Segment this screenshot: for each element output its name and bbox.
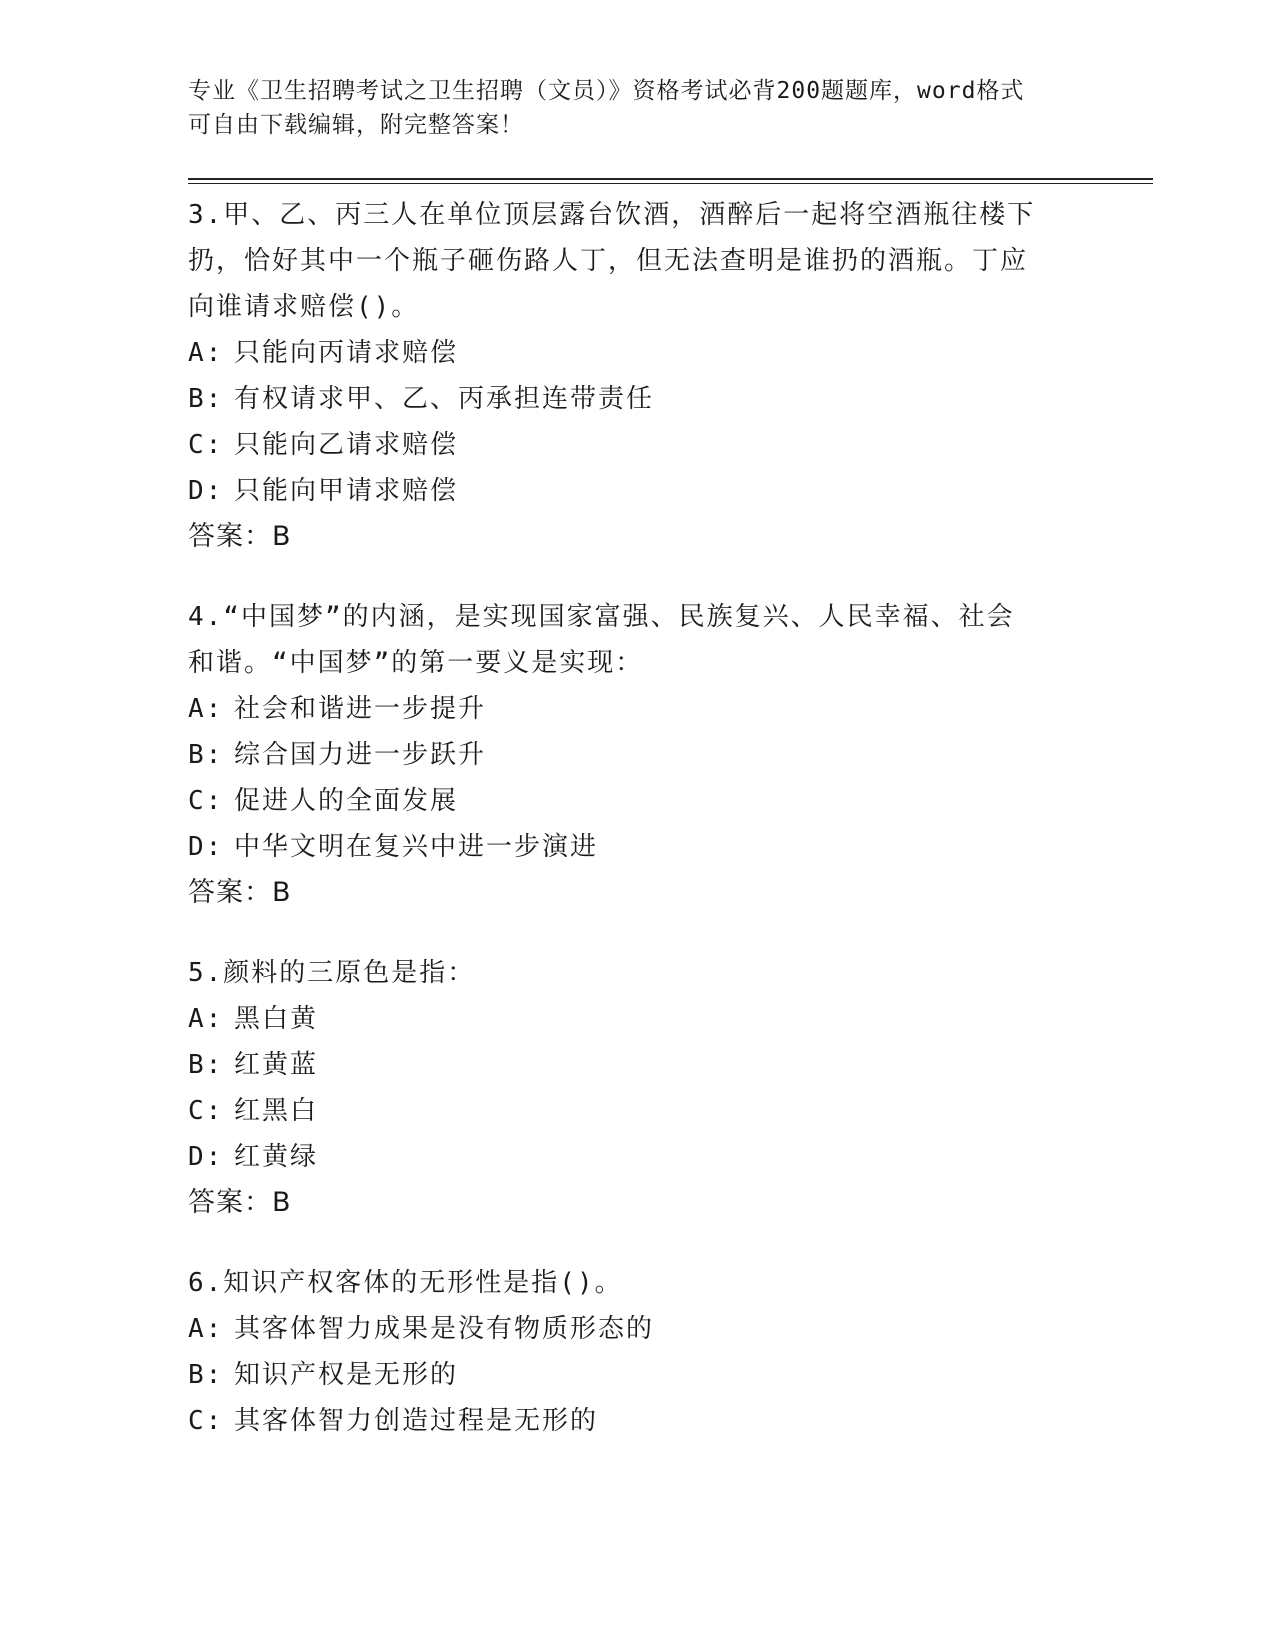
answer-option — [188, 1306, 1088, 1352]
header-line-1: 专业《卫生招聘考试之卫生招聘（文员）》资格考试必背200题题库，word格式 — [188, 78, 1025, 104]
answer-option — [188, 732, 1088, 778]
answer-option — [188, 376, 1088, 422]
option-letter: B: — [188, 1050, 224, 1080]
question-stem-line: 3.甲、乙、丙三人在单位顶层露台饮酒，酒醉后一起将空酒瓶往楼下 — [188, 200, 1036, 230]
option-text: 其客体智力创造过程是无形的 — [234, 1406, 599, 1436]
option-letter: A: — [188, 1004, 224, 1034]
option-text: 综合国力进一步跃升 — [234, 740, 487, 770]
question-stem-line: 扔，恰好其中一个瓶子砸伤路人丁，但无法查明是谁扔的酒瓶。丁应 — [188, 246, 1029, 276]
answer-option — [188, 468, 1088, 514]
option-letter: A: — [188, 338, 224, 368]
option-text: 知识产权是无形的 — [234, 1360, 459, 1390]
option-letter: D: — [188, 1142, 224, 1172]
option-text: 黑白黄 — [234, 1004, 319, 1034]
answer-option — [188, 1134, 1088, 1180]
option-letter: C: — [188, 1096, 224, 1126]
answer-option — [188, 1088, 1088, 1134]
question-stem-line: 5.颜料的三原色是指： — [188, 958, 476, 988]
answer-option — [188, 996, 1088, 1042]
header-divider-thin — [188, 183, 1153, 184]
option-text: 红黑白 — [234, 1096, 319, 1126]
option-letter: B: — [188, 740, 224, 770]
option-letter: C: — [188, 430, 224, 460]
answer-key: 答案：B — [188, 1187, 292, 1218]
option-text: 只能向乙请求赔偿 — [234, 430, 459, 460]
option-letter: B: — [188, 384, 224, 414]
document-header — [188, 74, 1088, 142]
question-item — [188, 594, 1088, 916]
question-stem-line: 6.知识产权客体的无形性是指()。 — [188, 1268, 623, 1298]
option-text: 促进人的全面发展 — [234, 786, 459, 816]
option-text: 社会和谐进一步提升 — [234, 694, 487, 724]
answer-key: 答案：B — [188, 877, 292, 908]
option-letter: C: — [188, 786, 224, 816]
option-letter: A: — [188, 1314, 224, 1344]
option-letter: C: — [188, 1406, 224, 1436]
question-stem-line: 4.“中国梦”的内涵，是实现国家富强、民族复兴、人民幸福、社会 — [188, 602, 1015, 632]
answer-option — [188, 686, 1088, 732]
answer-option — [188, 1398, 1088, 1444]
option-text: 有权请求甲、乙、丙承担连带责任 — [234, 384, 655, 414]
question-item — [188, 1260, 1088, 1444]
answer-option — [188, 330, 1088, 376]
answer-option — [188, 1352, 1088, 1398]
answer-option — [188, 778, 1088, 824]
question-item — [188, 192, 1088, 560]
option-text: 其客体智力成果是没有物质形态的 — [234, 1314, 655, 1344]
question-stem-line: 和谐。“中国梦”的第一要义是实现： — [188, 648, 644, 678]
option-text: 红黄绿 — [234, 1142, 319, 1172]
answer-key: 答案：B — [188, 521, 292, 552]
option-text: 中华文明在复兴中进一步演进 — [234, 832, 599, 862]
option-letter: D: — [188, 832, 224, 862]
option-text: 红黄蓝 — [234, 1050, 319, 1080]
answer-option — [188, 422, 1088, 468]
question-stem-line: 向谁请求赔偿()。 — [188, 292, 420, 322]
option-letter: D: — [188, 476, 224, 506]
option-letter: A: — [188, 694, 224, 724]
option-letter: B: — [188, 1360, 224, 1390]
header-divider — [188, 178, 1153, 180]
question-item — [188, 950, 1088, 1226]
answer-option — [188, 1042, 1088, 1088]
option-text: 只能向丙请求赔偿 — [234, 338, 459, 368]
answer-option — [188, 824, 1088, 870]
option-text: 只能向甲请求赔偿 — [234, 476, 459, 506]
question-list — [188, 192, 1088, 1478]
header-line-2: 可自由下载编辑，附完整答案！ — [188, 112, 524, 138]
